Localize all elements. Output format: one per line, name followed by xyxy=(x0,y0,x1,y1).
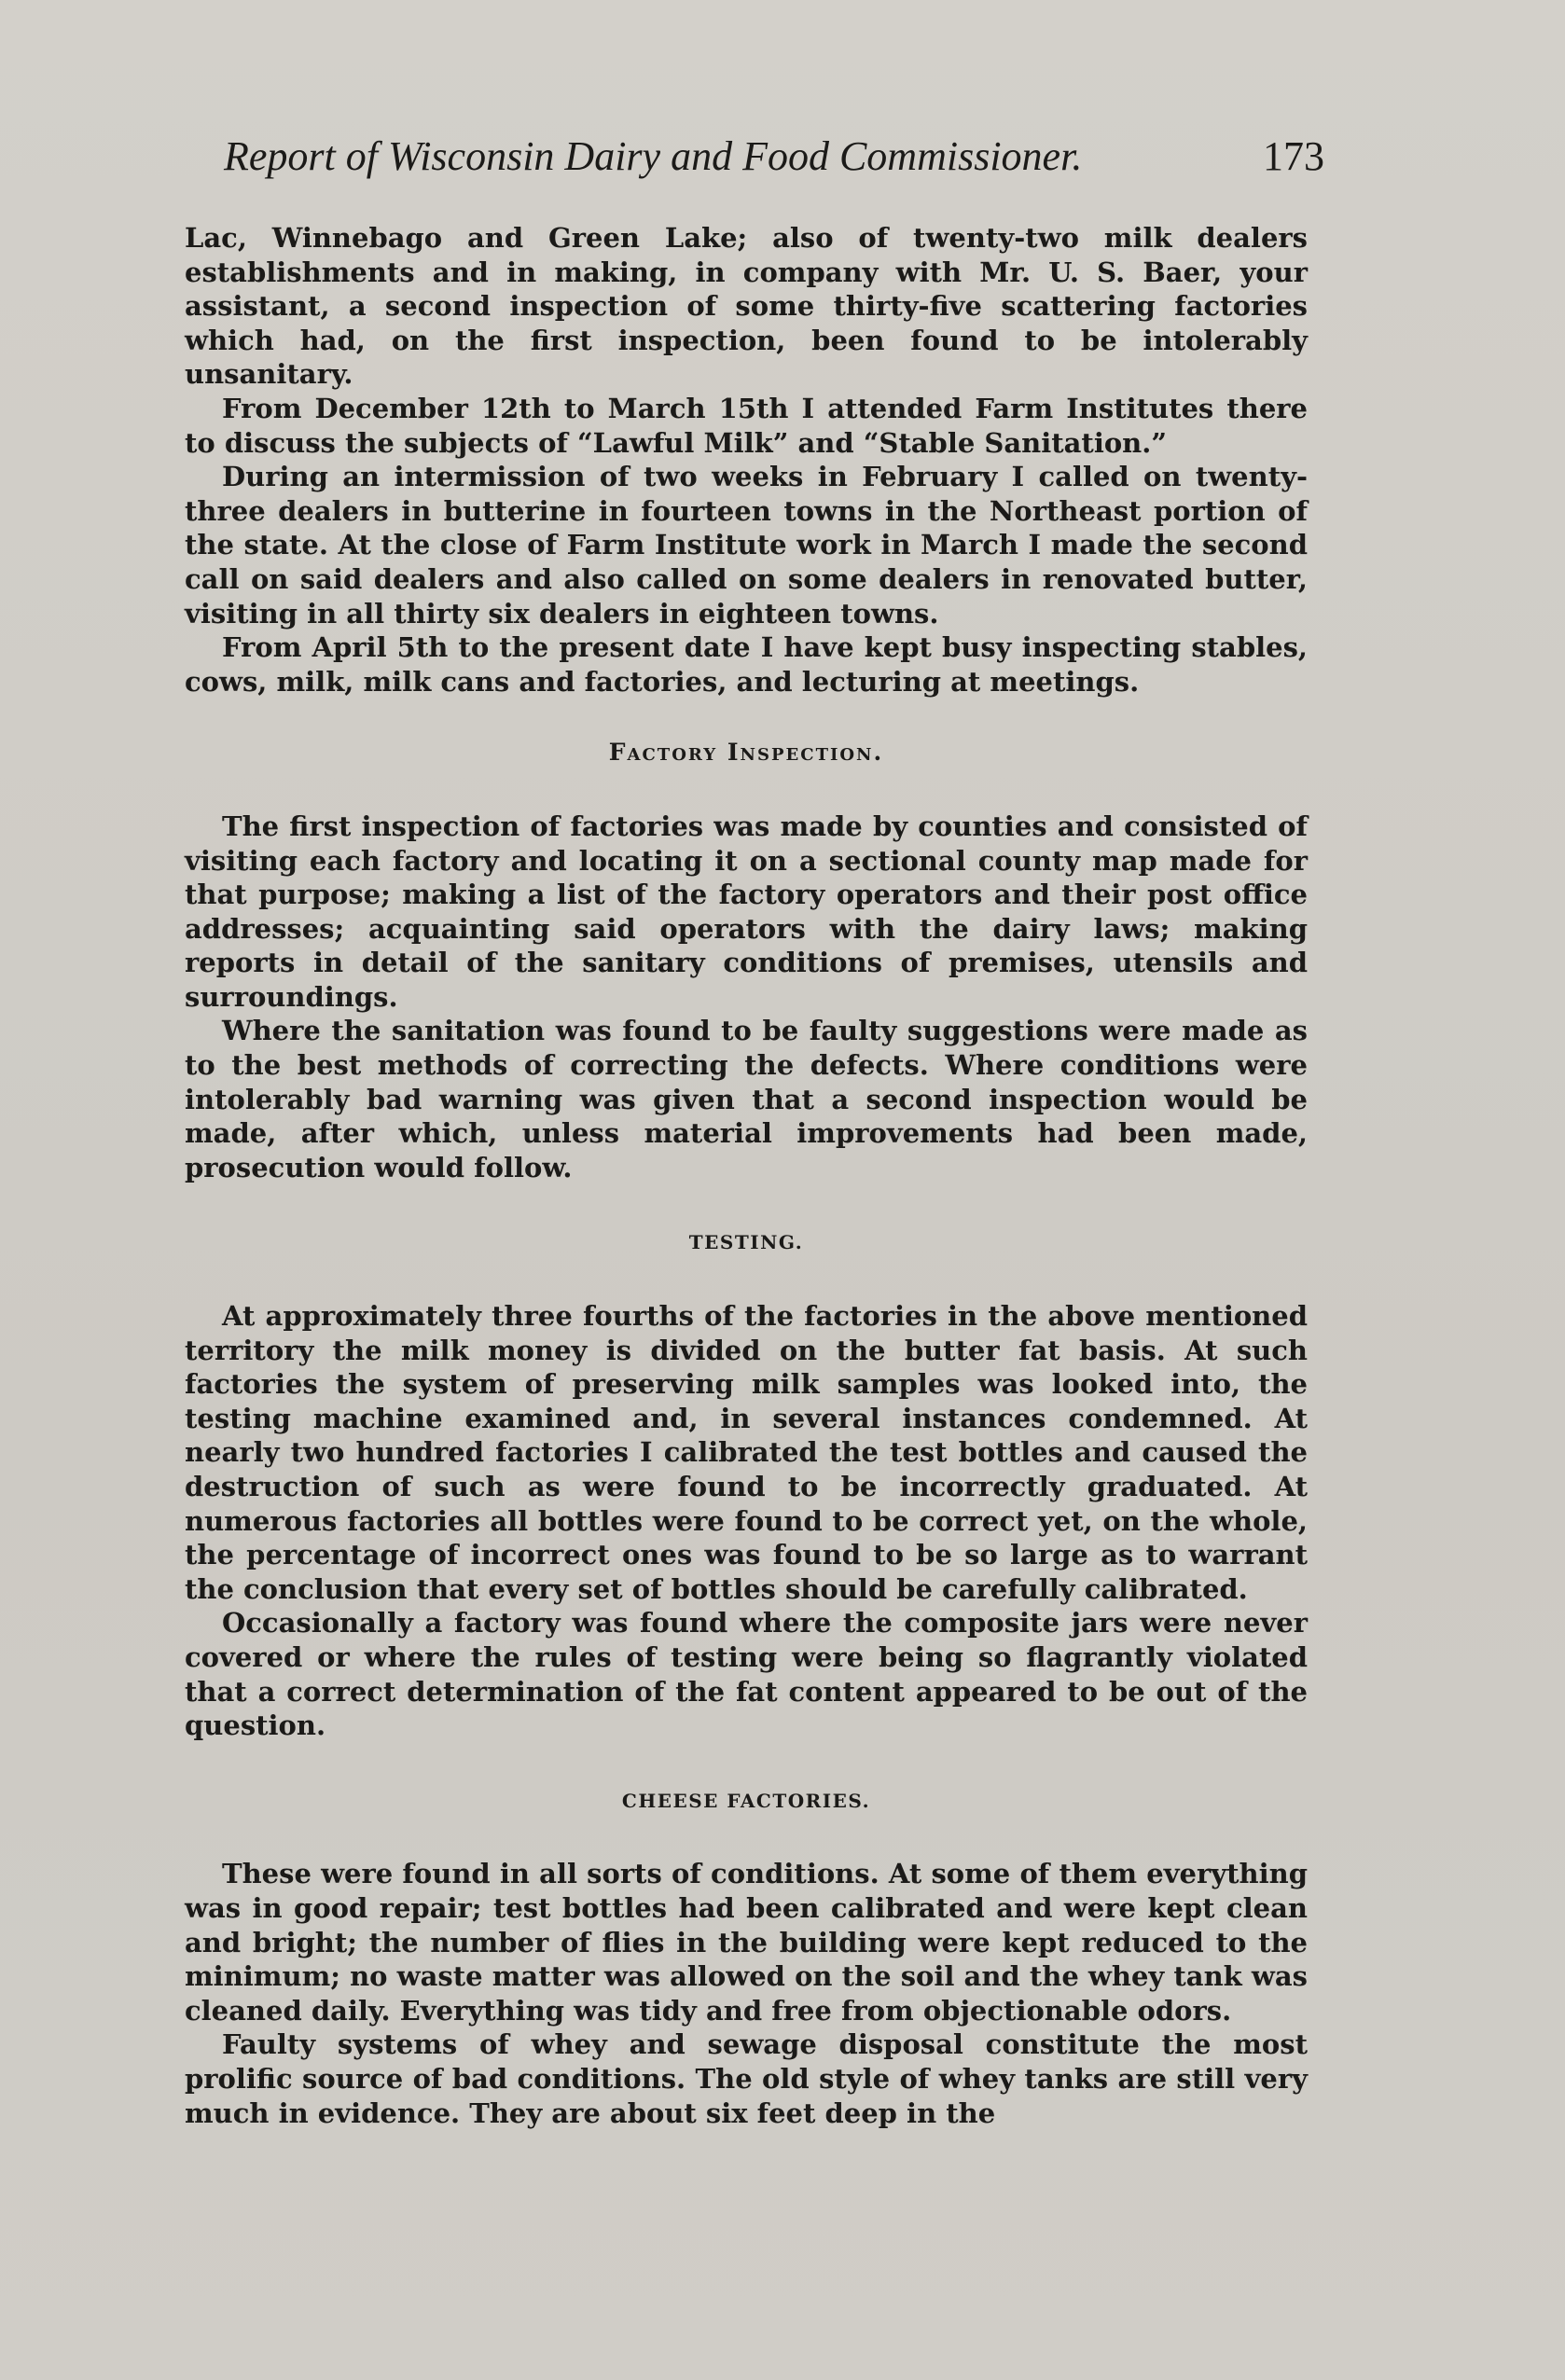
paragraph-cheese-2: Faulty systems of whey and sewage disposal constitute the most prolific source of bad conditions. The old style of whey tanks are still very much in evidence. They are about six feet deep in the xyxy=(185,2028,1308,2129)
heading-cheese-factories: CHEESE FACTORIES. xyxy=(621,1789,871,1812)
paragraph-intro-4: From April 5th to the present date I have kept busy inspecting stables, cows, milk, milk cans and factories, and lecturing at meetings. xyxy=(185,631,1308,698)
paragraph-cheese-1: These were found in all sorts of conditions. At some of them everything was in good repair; test bottles had been calibrated and were kept clean and bright; the number of flies in the building were kept reduced to the minimum; no waste matter was allowed on the soil and the whey tank was cleaned daily. Everything was tidy and free from objectionable odors. xyxy=(185,1858,1308,2027)
heading-testing: TESTING. xyxy=(688,1231,804,1254)
paragraph-intro-1: Lac, Winnebago and Green Lake; also of twenty-two milk dealers establishments and in making, in company with Mr. U. S. Baer, your assistant, a second inspection of some thirty-five scattering factories which had, on the first inspection, been found to be intolerably unsanitary. xyxy=(185,222,1308,391)
page-number: 173 xyxy=(1263,133,1324,179)
paragraph-factory-1: The first inspection of factories was made by counties and consisted of visiting each factory and locating it on a sectional county map made for that purpose; making a list of the factory operators and their post office addresses; acquainting said operators with the dairy laws; making reports in detail of the sanitary conditions of premises, utensils and surroundings. xyxy=(185,809,1308,1013)
heading-factory-inspection: Factory Inspection. xyxy=(608,739,884,767)
running-title: Report of Wisconsin Dairy and Food Commissioner. xyxy=(224,133,1083,179)
paragraph-intro-3: During an intermission of two weeks in February I called on twenty-three dealers in butterine in fourteen towns in the Northeast portion of the state. At the close of Farm Institute work in March I made the second call on said dealers and also called on some dealers in renovated butter, visiting in all thirty six dealers in eighteen towns. xyxy=(185,461,1308,630)
paragraph-intro-2: From December 12th to March 15th I attended Farm Institutes there to discuss the subjects of “Lawful Milk” and “Stable Sanitation.” xyxy=(185,392,1308,459)
paragraph-testing-2: Occasionally a factory was found where the composite jars were never covered or where the rules of testing were being so flagrantly violated that a correct determination of the fat content appeared to be out of the question. xyxy=(185,1607,1308,1742)
paragraph-testing-1: At approximately three fourths of the factories in the above mentioned territory the milk money is divided on the butter fat basis. At such factories the system of preserving milk samples was looked into, the testing machine examined and, in several instances condemned. At nearly two hundred factories I calibrated the test bottles and caused the destruction of such as were found to be incorrectly graduated. At numerous factories all bottles were found to be correct yet, on the whole, the percentage of incorrect ones was found to be so large as to warrant the conclusion that every set of bottles should be carefully calibrated. xyxy=(185,1300,1308,1605)
page-header xyxy=(224,129,1324,185)
paragraph-factory-2: Where the sanitation was found to be faulty suggestions were made as to the best methods of correcting the defects. Where conditions were intolerably bad warning was given that a second inspection would be made, after which, unless material improvements had been made, prosecution would follow. xyxy=(185,1015,1308,1183)
body-text xyxy=(185,221,1308,2130)
